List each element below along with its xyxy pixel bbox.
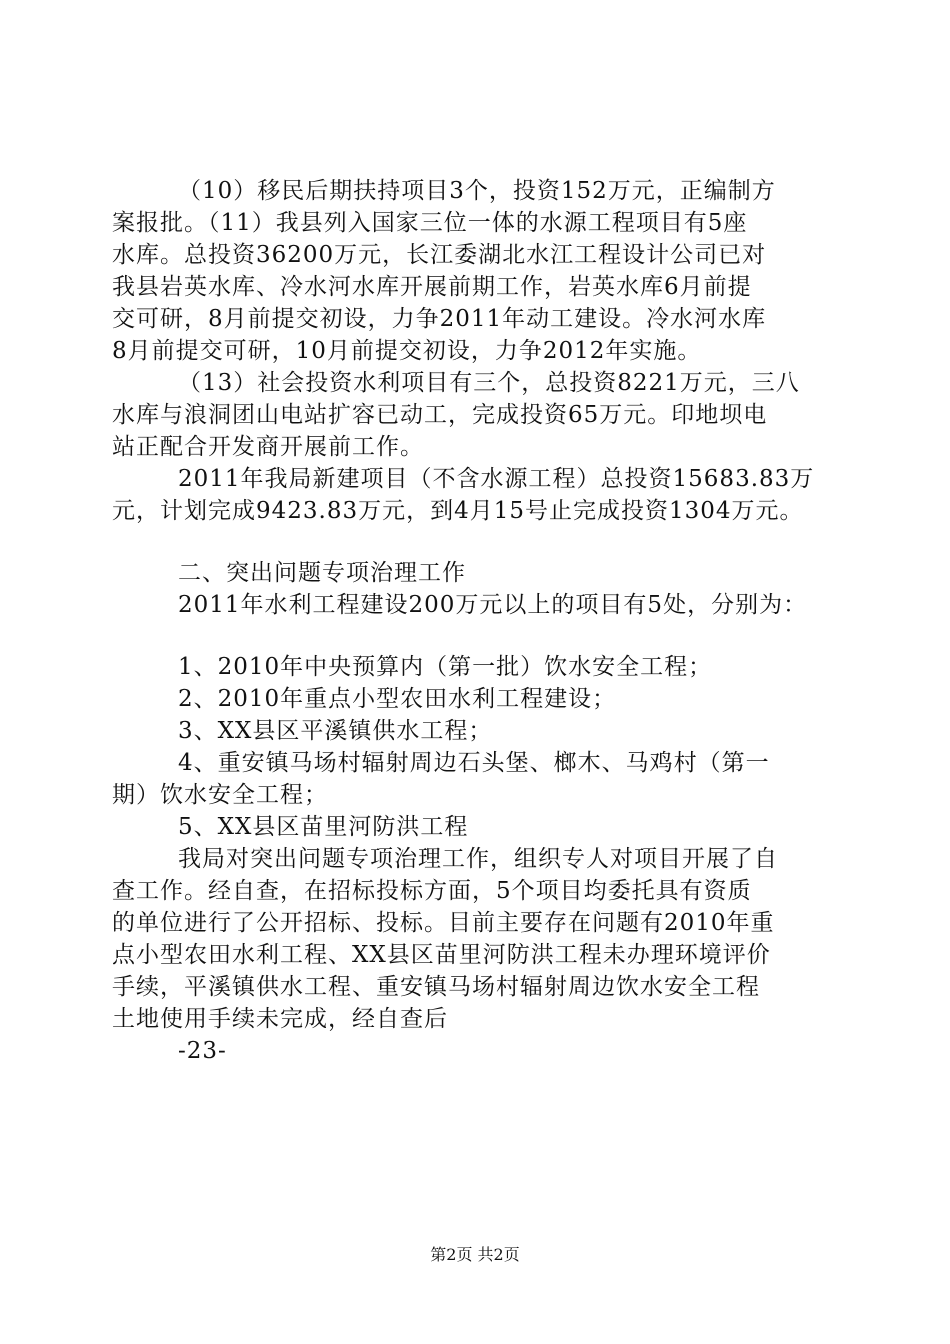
text-line: 查工作。经自查，在招标投标方面，5个项目均委托具有资质 [112,878,752,904]
text-line: 元，计划完成9423.83万元，到4月15号止完成投资1304万元。 [112,498,804,524]
text-line: 我县岩英水库、冷水河水库开展前期工作，岩英水库6月前提 [112,274,752,300]
list-item: 3、XX县区平溪镇供水工程； [178,718,493,744]
text-line: 8月前提交可研，10月前提交初设，力争2012年实施。 [112,338,702,364]
list-item: 5、XX县区苗里河防洪工程 [178,814,469,840]
text-line: 我局对突出问题专项治理工作，组织专人对项目开展了自 [178,846,778,872]
list-item: 2、2010年重点小型农田水利工程建设； [178,686,617,712]
text-line: 水库。总投资36200万元，长江委湖北水江工程设计公司已对 [112,242,767,268]
page-footer [0,1245,950,1265]
section-heading: 二、突出问题专项治理工作 [178,560,466,586]
text-line: 案报批。（11）我县列入国家三位一体的水源工程项目有5座 [112,210,748,236]
text-line: （13）社会投资水利项目有三个，总投资8221万元，三八 [178,370,800,396]
text-line: 的单位进行了公开招标、投标。目前主要存在问题有2010年重 [112,910,775,936]
list-item-continuation: 期）饮水安全工程； [112,782,328,808]
text-line: 2011年我局新建项目（不含水源工程）总投资15683.83万 [178,466,815,492]
list-item: 1、2010年中央预算内（第一批）饮水安全工程； [178,654,713,680]
text-line: 2011年水利工程建设200万元以上的项目有5处，分别为： [178,592,808,618]
text-line: 站正配合开发商开展前工作。 [112,434,424,460]
text-line: 点小型农田水利工程、XX县区苗里河防洪工程未办理环境评价 [112,942,771,968]
text-line: （10）移民后期扶持项目3个，投资152万元，正编制方 [178,178,776,204]
text-line: 交可研，8月前提交初设，力争2011年动工建设。冷水河水库 [112,306,767,332]
page-indicator: 第2页 共2页 [430,1245,520,1264]
text-line: 水库与浪洞团山电站扩容已动工，完成投资65万元。印地坝电 [112,402,768,428]
text-line: 手续，平溪镇供水工程、重安镇马场村辐射周边饮水安全工程 [112,974,760,1000]
list-item: 4、重安镇马场村辐射周边石头堡、榔木、马鸡村（第一 [178,750,770,776]
text-line: 土地使用手续未完成，经自查后 [112,1006,448,1032]
inline-page-number: -23- [178,1038,227,1064]
